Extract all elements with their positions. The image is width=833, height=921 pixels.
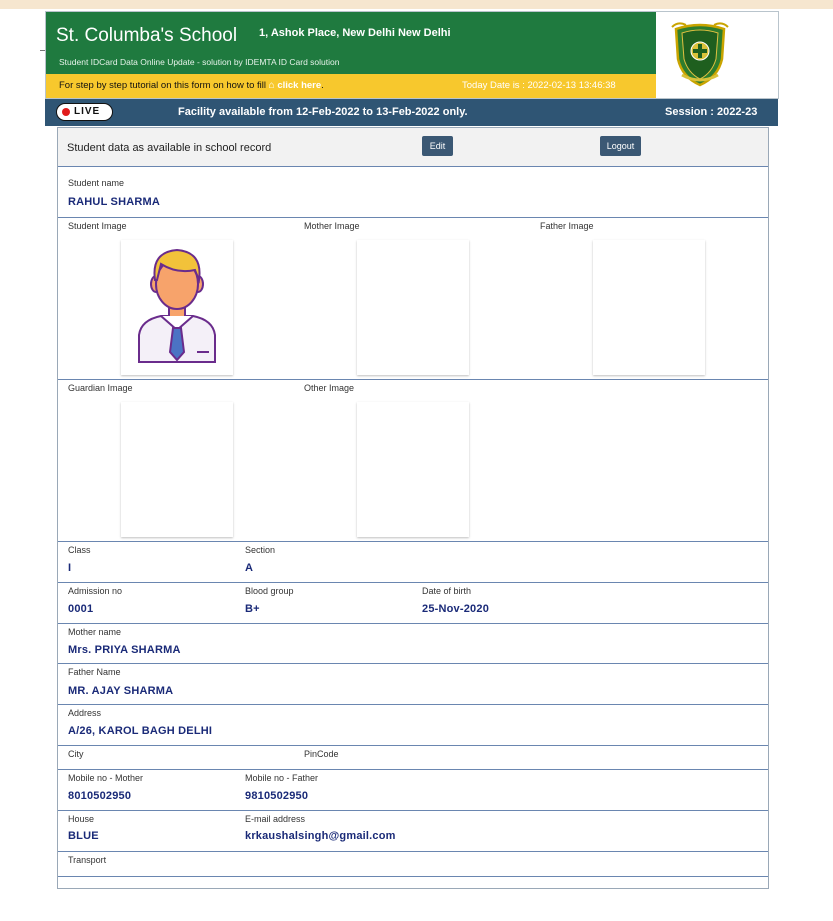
pincode-label: PinCode [304,749,339,759]
today-date: Today Date is : 2022-02-13 13:46:38 [462,80,616,91]
row-images-2 [58,380,768,542]
blood-group-value: B+ [245,603,260,615]
other-image[interactable] [357,402,469,537]
row-city-pincode [58,746,768,770]
header-subtitle: Student IDCard Data Online Update - solution by IDEMTA ID Card solution [59,57,340,67]
email-value: krkaushalsingh@gmail.com [245,830,396,842]
row-student-name [58,167,768,218]
mobile-father-value: 9810502950 [245,790,309,802]
live-bar [45,99,778,126]
address-value: A/26, KAROL BAGH DELHI [68,725,213,737]
mobile-mother-label: Mobile no - Mother [68,773,144,783]
other-image-label: Other Image [304,383,355,393]
class-value: I [68,562,72,574]
house-value: BLUE [68,830,99,842]
dob-value: 25-Nov-2020 [422,603,490,615]
row-father-name [58,664,768,705]
live-label: LIVE [74,106,101,117]
mobile-father-label: Mobile no - Father [245,773,319,783]
mother-image-label: Mother Image [304,221,360,231]
tutorial-link[interactable]: click here [277,80,322,91]
student-image-label: Student Image [68,221,127,231]
section-label: Section [245,545,276,555]
header-banner [46,12,656,74]
house-label: House [68,814,95,824]
home-icon: ⌂ [268,80,275,91]
page-header [45,11,779,99]
live-badge [56,103,113,121]
father-image-label: Father Image [540,221,594,231]
guardian-image[interactable] [121,402,233,537]
row-mobile [58,770,768,811]
mother-name-value: Mrs. PRIYA SHARMA [68,644,181,656]
tutorial-bar [46,74,656,98]
mother-name-label: Mother name [68,627,122,637]
row-class-section [58,542,768,583]
row-images-1 [58,218,768,380]
section-value: A [245,562,254,574]
father-name-label: Father Name [68,667,121,677]
student-name-value: RAHUL SHARMA [68,196,161,208]
panel-header [58,128,768,167]
row-house-email [58,811,768,852]
blood-group-label: Blood group [245,586,294,596]
student-record-panel [57,127,769,889]
admission-label: Admission no [68,586,123,596]
session-label: Session : 2022-23 [665,106,758,118]
row-transport [58,852,768,877]
panel-title: Student data as available in school record [67,142,272,154]
father-image[interactable] [593,240,705,375]
row-address [58,705,768,746]
class-label: Class [68,545,91,555]
tutorial-suffix: . [321,80,324,91]
address-label: Address [68,708,102,718]
tutorial-text [59,80,324,91]
facility-notice: Facility available from 12-Feb-2022 to 13-Feb-2022 only. [178,106,468,118]
student-image[interactable] [121,240,233,375]
school-name: St. Columba's School [56,25,238,46]
live-dot-icon [62,108,70,116]
admission-value: 0001 [68,603,94,615]
student-name-label: Student name [68,178,125,188]
city-label: City [68,749,84,759]
top-strip [0,0,833,9]
dob-label: Date of birth [422,586,472,596]
tutorial-prefix: For step by step tutorial on this form on how to fill [59,80,266,91]
guardian-image-label: Guardian Image [68,383,133,393]
school-address: 1, Ashok Place, New Delhi New Delhi [259,27,451,39]
transport-label: Transport [68,855,107,865]
mobile-mother-value: 8010502950 [68,790,132,802]
row-mother-name [58,624,768,664]
student-avatar-icon [121,240,233,375]
mother-image[interactable] [357,240,469,375]
row-admission [58,583,768,624]
school-crest-logo [668,19,732,89]
father-name-value: MR. AJAY SHARMA [68,685,174,697]
edit-button[interactable]: Edit [422,136,453,156]
email-label: E-mail address [245,814,306,824]
logout-button[interactable]: Logout [600,136,641,156]
